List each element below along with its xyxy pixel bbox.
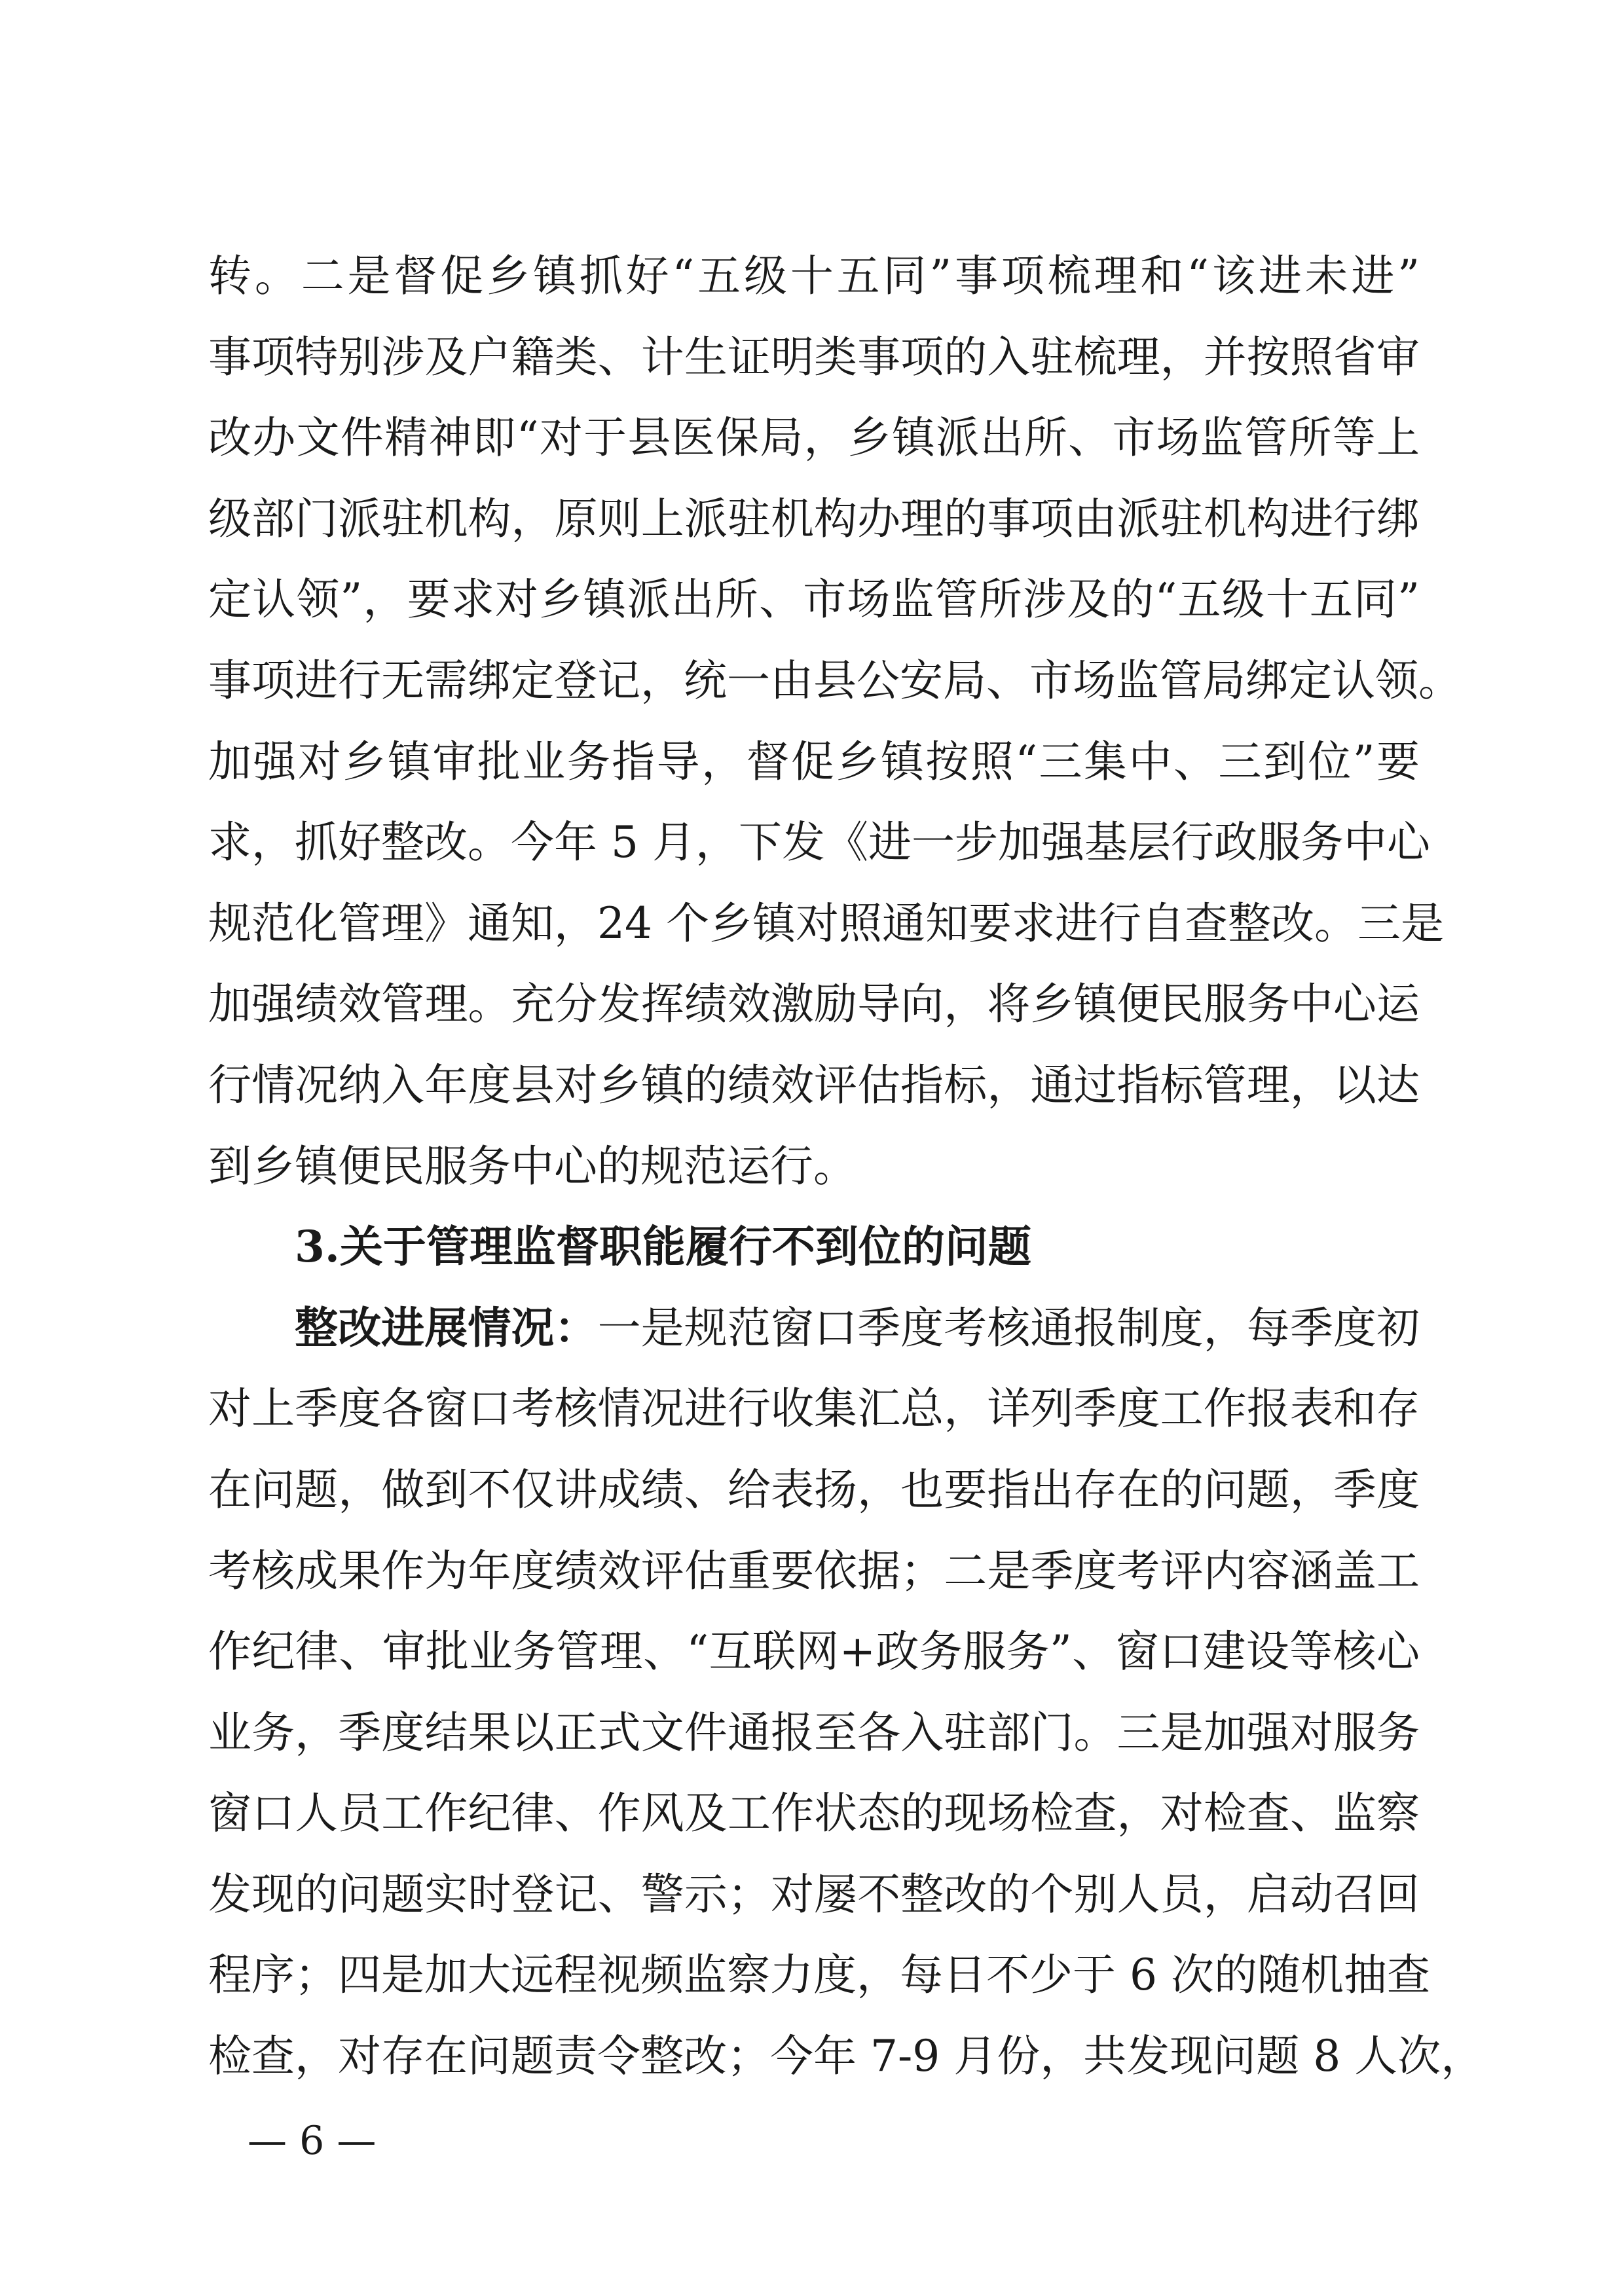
paragraph-line: 发现的问题实时登记、警示；对屡不整改的个别人员，启动召回 [208,1868,1420,1920]
body-text [208,236,1485,2097]
paragraph-line: 加强对乡镇审批业务指导，督促乡镇按照“三集中、三到位”要 [208,736,1420,787]
paragraph-line: 在问题，做到不仅讲成绩、给表扬，也要指出存在的问题，季度 [208,1464,1420,1515]
paragraph-line: 事项进行无需绑定登记，统一由县公安局、市场监管局绑定认领。 [208,655,1462,706]
paragraph-line: 规范化管理》通知，24 个乡镇对照通知要求进行自查整改。三是 [208,898,1444,949]
paragraph-line: 级部门派驻机构，原则上派驻机构办理的事项由派驻机构进行绑 [208,493,1420,544]
paragraph-line: 事项特别涉及户籍类、计生证明类事项的入驻梳理，并按照省审 [208,331,1420,382]
paragraph-line: 改办文件精神即“对于县医保局，乡镇派出所、市场监管所等上 [208,412,1420,464]
paragraph-line: 加强绩效管理。充分发挥绩效激励导向，将乡镇便民服务中心运 [208,979,1420,1030]
paragraph-line: 考核成果作为年度绩效评估重要依据；二是季度考评内容涵盖工 [208,1545,1420,1596]
progress-first-line [208,1288,1420,1369]
paragraph-line: 求，抓好整改。今年 5 月，下发《进一步加强基层行政服务中心 [208,817,1430,868]
paragraph-line: 窗口人员工作纪律、作风及工作状态的现场检查，对检查、监察 [208,1788,1420,1839]
paragraph-line: 转。二是督促乡镇抓好“五级十五同”事项梳理和“该进未进” [208,251,1420,301]
page-number: — 6 — [248,2118,377,2164]
paragraph-line: 程序；四是加大远程视频监察力度，每日不少于 6 次的随机抽查 [208,1950,1430,2001]
paragraph-line: 作纪律、审批业务管理、“互联网+政务服务”、窗口建设等核心 [208,1626,1420,1677]
paragraph-line: 到乡镇便民服务中心的规范运行。 [208,1140,857,1192]
paragraph-line: 业务，季度结果以正式文件通报至各入驻部门。三是加强对服务 [208,1707,1420,1758]
paragraph-line: 对上季度各窗口考核情况进行收集汇总，详列季度工作报表和存 [208,1383,1420,1434]
paragraph-line: 行情况纳入年度县对乡镇的绩效评估指标，通过指标管理，以达 [208,1059,1420,1110]
progress-label: 整改进展情况： [295,1302,598,1353]
paragraph-line: 定认领”，要求对乡镇派出所、市场监管所涉及的“五级十五同” [208,574,1420,625]
progress-first-line-text: 一是规范窗口季度考核通报制度，每季度初 [597,1302,1420,1353]
paragraph-line: 检查，对存在问题责令整改；今年 7-9 月份，共发现问题 8 人次， [208,2031,1485,2082]
section-heading: 3.关于管理监督职能履行不到位的问题 [295,1221,1031,1273]
